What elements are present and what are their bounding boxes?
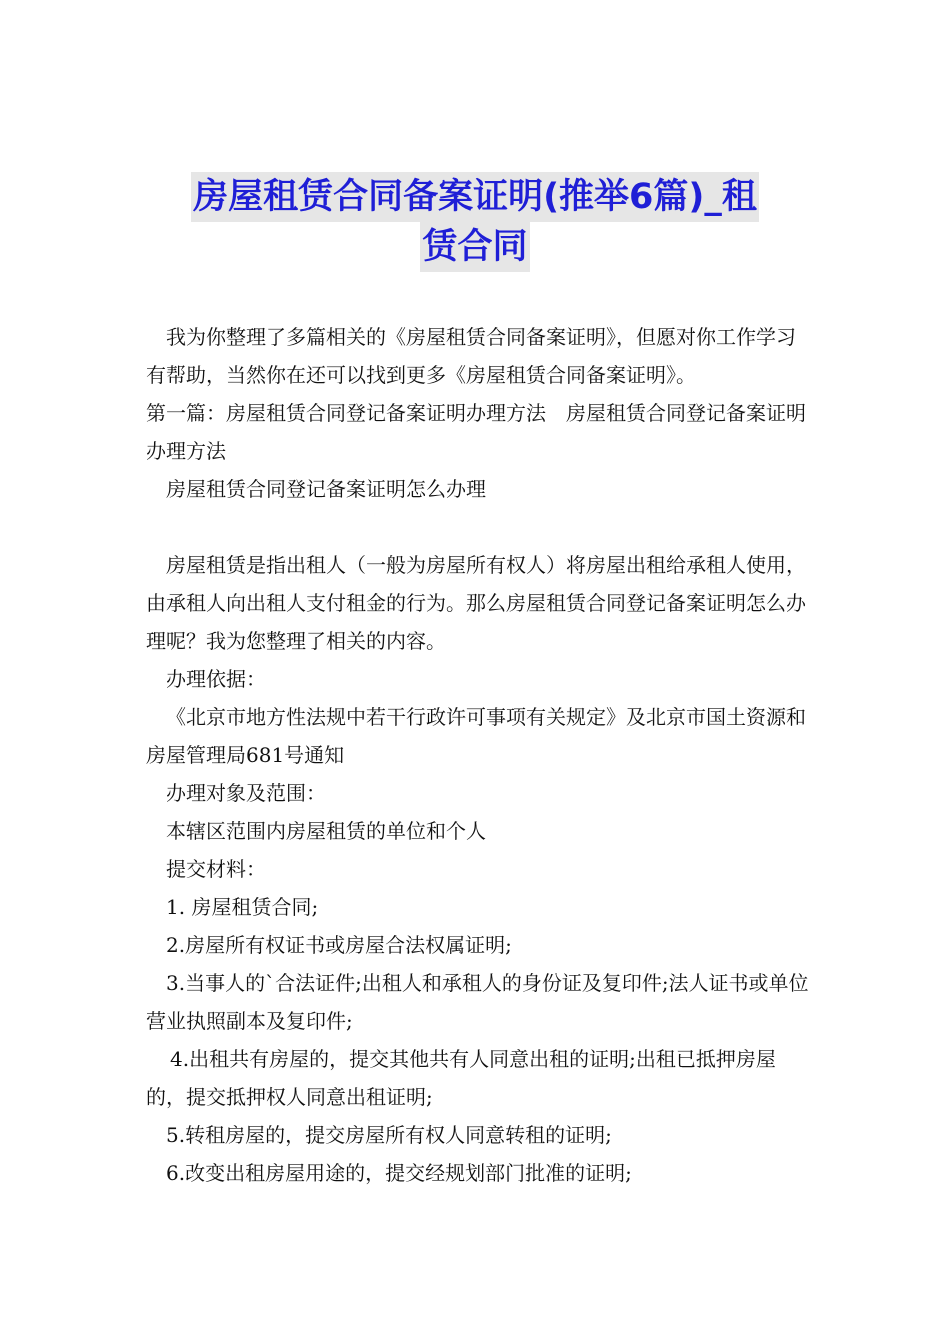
basis-text: 《北京市地方性法规中若干行政许可事项有关规定》及北京市国土资源和房屋管理局681号通知 [146,705,806,767]
material-item: 1. 房屋租赁合同; [166,895,319,919]
title-line-2: 赁合同 [420,222,529,272]
document-body [146,318,810,1192]
material-item: 3.当事人的`合法证件;出租人和承租人的身份证及复印件;法人证书或单位营业执照副本及复印件; [146,971,809,1033]
materials-label: 提交材料： [166,857,266,881]
subheading: 房屋租赁合同登记备案证明怎么办理 [166,477,486,501]
scope-label: 办理对象及范围： [166,781,326,805]
material-item: 6.改变出租房屋用途的，提交经规划部门批准的证明; [166,1161,632,1185]
blank-line [146,508,810,546]
basis-label: 办理依据： [166,667,266,691]
material-item: 2.房屋所有权证书或房屋合法权属证明; [166,933,512,957]
material-item: 5.转租房屋的，提交房屋所有权人同意转租的证明; [166,1123,612,1147]
title-line-1: 房屋租赁合同备案证明(推举6篇)_租 [191,172,759,222]
document-title [140,172,810,272]
scope-text: 本辖区范围内房屋租赁的单位和个人 [166,819,486,843]
section-heading: 第一篇：房屋租赁合同登记备案证明办理方法 房屋租赁合同登记备案证明办理方法 [146,401,806,463]
intro-paragraph: 我为你整理了多篇相关的《房屋租赁合同备案证明》，但愿对你工作学习有帮助，当然你在还可以找到更多《房屋租赁合同备案证明》。 [146,325,796,387]
definition-paragraph: 房屋租赁是指出租人（一般为房屋所有权人）将房屋出租给承租人使用，由承租人向出租人支付租金的行为。那么房屋租赁合同登记备案证明怎么办理呢？我为您整理了相关的内容。 [146,553,806,653]
material-item: 4.出租共有房屋的，提交其他共有人同意出租的证明;出租已抵押房屋的，提交抵押权人同意出租证明; [146,1047,776,1109]
